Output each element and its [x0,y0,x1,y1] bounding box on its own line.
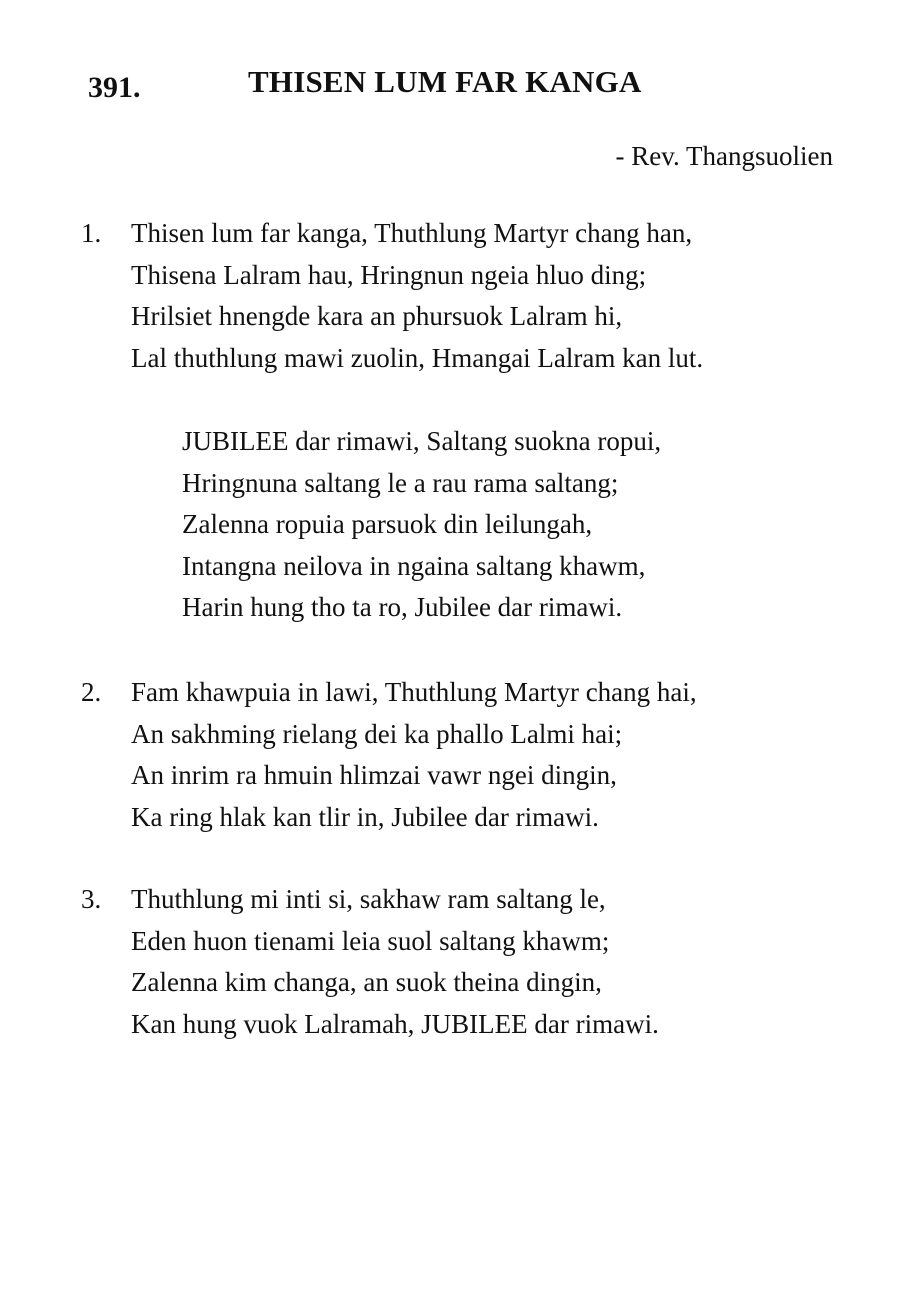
verse-number: 2. [81,677,102,707]
verse-line: Zalenna kim changa, an suok theina dingin, [131,967,602,997]
verse-lines [131,213,703,379]
hymn-number: 391. [88,71,141,104]
verse-lines [131,672,697,838]
verse-number: 1. [81,218,102,248]
chorus-line: Hringnuna saltang le a rau rama saltang; [182,467,619,498]
chorus-line: Intangna neilova in ngaina saltang khawm, [182,550,646,581]
hymn-title: THISEN LUM FAR KANGA [248,64,642,99]
verse-line: An inrim ra hmuin hlimzai vawr ngei dingin, [131,760,617,790]
verse-lines [131,879,659,1045]
verse-line: Lal thuthlung mawi zuolin, Hmangai Lalram kan lut. [131,342,704,373]
chorus-lines [182,421,661,629]
verse-line: Kan hung vuok Lalramah, JUBILEE dar rimawi. [131,1008,659,1039]
verse-line: Fam khawpuia in lawi, Thuthlung Martyr chang hai, [131,677,697,707]
verse-line: Thuthlung mi inti si, sakhaw ram saltang le, [131,884,606,914]
chorus-line: Zalenna ropuia parsuok din leilungah, [182,509,593,539]
verse-line: Ka ring hlak kan tlir in, Jubilee dar rimawi. [131,801,599,832]
chorus-line: Harin hung tho ta ro, Jubilee dar rimawi. [182,592,623,622]
verse-number: 3. [81,884,102,914]
verse-line: Thisena Lalram hau, Hringnun ngeia hluo ding; [131,259,647,290]
verse-line: Hrilsiet hnengde kara an phursuok Lalram hi, [131,301,623,331]
verse-line: An sakhming rielang dei ka phallo Lalmi hai; [131,718,623,749]
verse-line: Thisen lum far kanga, Thuthlung Martyr chang han, [131,218,693,248]
verse-line: Eden huon tienami leia suol saltang khawm; [131,925,610,956]
hymn-author: - Rev. Thangsuolien [615,141,833,171]
chorus-line: JUBILEE dar rimawi, Saltang suokna ropui, [182,426,662,456]
